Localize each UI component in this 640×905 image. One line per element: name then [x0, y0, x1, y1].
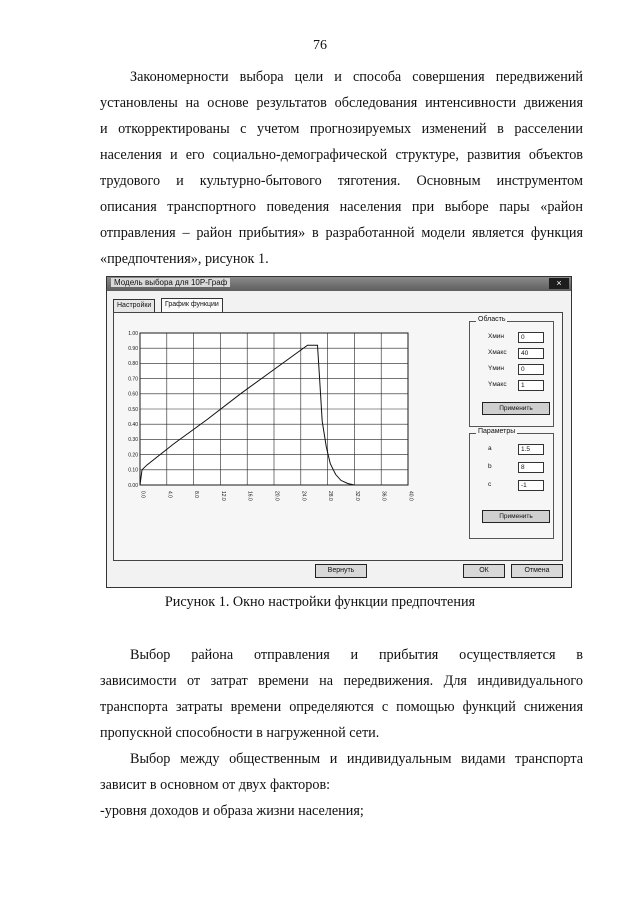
text-line: отправления – район прибытия» в разработанной модели является функция [100, 225, 583, 241]
y-tick-label: 0.00 [128, 482, 138, 489]
x-tick-label: 20.0 [273, 491, 280, 501]
x-tick-label: 24.0 [300, 491, 307, 501]
params-apply-button[interactable]: Применить [482, 510, 550, 523]
tab-function-graph[interactable]: График функции [161, 298, 223, 312]
ok-button[interactable]: ОК [463, 564, 505, 578]
y-tick-label: 1.00 [128, 330, 138, 337]
text-line: зависимости от затрат времени на передвижения. Для индивидуального [100, 673, 583, 689]
preference-function-window [106, 276, 572, 588]
xmin-label: Xмин [488, 333, 505, 340]
text-line: транспорта затраты времени определяются с помощью функций снижения [100, 699, 583, 715]
cancel-button[interactable]: Отмена [511, 564, 563, 578]
parameters-group-title: Параметры [478, 428, 516, 435]
param-a-label: a [488, 445, 492, 452]
y-tick-label: 0.90 [128, 346, 138, 352]
area-group [469, 316, 554, 427]
text-line: населения и его социально-демографической структуре, развития объектов [100, 147, 583, 163]
window-title: Модель выбора для 10Р-Граф [111, 278, 230, 287]
x-tick-label: 32.0 [353, 491, 360, 501]
text-line: и откорректированы с учетом прогнозируемых изменений в расселении [100, 121, 583, 137]
ymin-field[interactable]: 0 [518, 364, 544, 375]
param-c-label: c [488, 481, 492, 488]
page-number: 76 [313, 38, 327, 53]
y-tick-label: 0.70 [128, 376, 138, 383]
close-button[interactable]: × [549, 278, 569, 289]
y-tick-label: 0.40 [128, 422, 138, 428]
figure-caption: Рисунок 1. Окно настройки функции предпочтения [164, 594, 476, 610]
y-tick-label: 0.80 [128, 361, 138, 368]
x-tick-label: 28.0 [327, 491, 334, 501]
x-tick-label: 0.0 [139, 491, 146, 498]
x-tick-label: 12.0 [219, 491, 226, 501]
parameters-group [469, 428, 554, 539]
param-b-label: b [488, 463, 492, 470]
ymin-label: Yмин [488, 365, 505, 372]
param-a-field[interactable]: 1.5 [518, 444, 544, 455]
graph-tab-panel [113, 312, 563, 561]
ymax-label: Yмакс [488, 381, 507, 388]
text-line: пропускной способности в нагруженной сети. [100, 725, 380, 741]
ymax-field[interactable]: 1 [518, 380, 544, 391]
text-line: «предпочтения», рисунок 1. [100, 251, 269, 267]
reset-button[interactable]: Вернуть [315, 564, 367, 578]
area-apply-button[interactable]: Применить [482, 402, 550, 415]
text-line: зависит в основном от двух факторов: [100, 777, 331, 793]
text-line: -уровня доходов и образа жизни населения; [100, 803, 364, 819]
param-b-field[interactable]: 8 [518, 462, 544, 473]
xmax-label: Xмакс [488, 349, 507, 356]
param-c-field[interactable]: -1 [518, 480, 544, 491]
area-group-title: Область [478, 316, 506, 323]
y-tick-label: 0.10 [128, 467, 138, 474]
xmin-field[interactable]: 0 [518, 332, 544, 343]
x-tick-label: 4.0 [166, 491, 173, 498]
paragraph-1 [100, 64, 583, 272]
x-tick-label: 8.0 [193, 491, 200, 498]
y-tick-label: 0.30 [128, 437, 138, 444]
paragraph-3 [100, 746, 583, 824]
x-tick-label: 40.0 [407, 491, 414, 501]
xmax-field[interactable]: 40 [518, 348, 544, 359]
x-tick-label: 16.0 [246, 491, 253, 501]
y-tick-label: 0.20 [128, 452, 138, 459]
text-line: Закономерности выбора цели и способа совершения передвижений [130, 69, 583, 85]
text-line: установлены на основе результатов обследования интенсивности движения [100, 95, 583, 111]
text-line: Выбор района отправления и прибытия осуществляется в [130, 647, 583, 663]
y-tick-label: 0.60 [128, 391, 138, 398]
text-line: описания транспортного поведения населения при выборе пары «район [100, 199, 583, 215]
text-line: трудового и культурно-бытового тяготения. Основным инструментом [100, 173, 583, 189]
window-titlebar [107, 277, 571, 291]
preference-function-chart [118, 319, 418, 551]
x-tick-label: 36.0 [380, 491, 387, 501]
text-line: Выбор между общественным и индивидуальным видами транспорта [130, 751, 583, 767]
y-tick-label: 0.50 [128, 406, 138, 413]
paragraph-2 [100, 642, 583, 746]
tab-settings[interactable]: Настройки [113, 299, 155, 312]
